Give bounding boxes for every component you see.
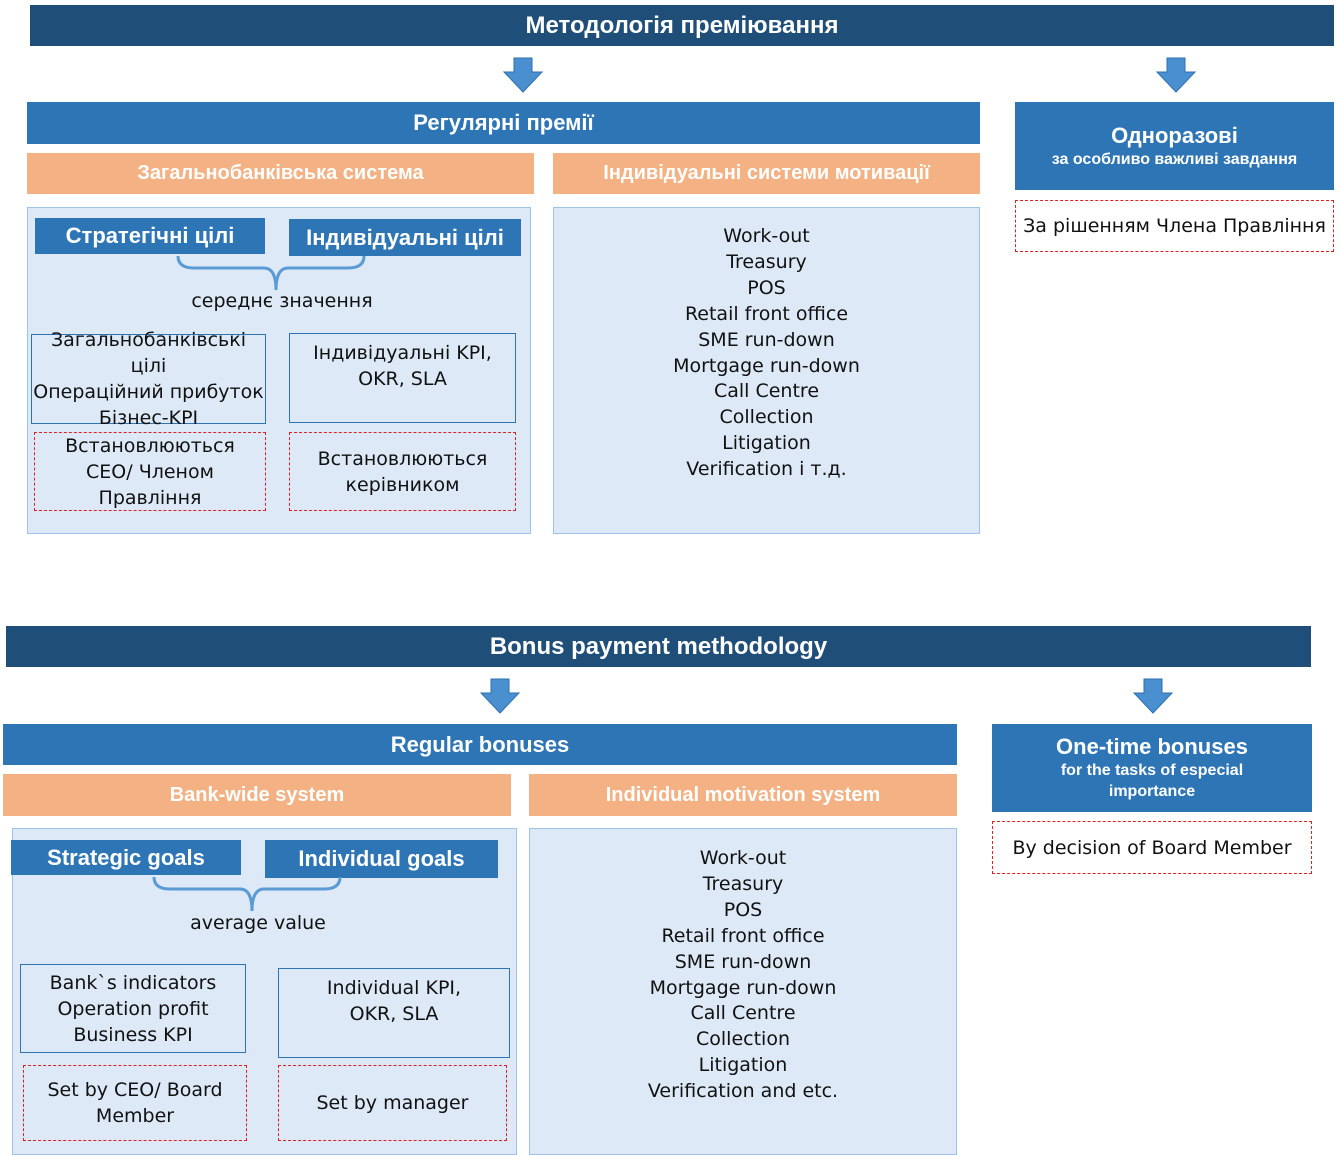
brace-icon (152, 875, 342, 915)
regular-bonuses-header: Regular bonuses (3, 724, 957, 765)
set-by-manager-box: Set by manager (278, 1065, 507, 1141)
average-label: average value (190, 912, 326, 934)
list-item: SME run-down (674, 950, 812, 973)
list-item: Collection (719, 406, 814, 429)
motivation-list (529, 846, 957, 1116)
list-item: Verification і т.д. (686, 458, 847, 481)
individual-system-header: Individual motivation system (529, 774, 957, 816)
bankwide-system-header: Bank-wide system (3, 774, 511, 816)
list-item: Retail front office (684, 302, 849, 325)
set-by-manager-box: Встановлюються керівником (289, 432, 516, 511)
onetime-bonuses-header (992, 724, 1312, 812)
individual-kpi-box: Individual KPI, OKR, SLA (278, 968, 510, 1058)
set-by-ceo-box: Set by CEO/ Board Member (23, 1065, 247, 1141)
decision-box: By decision of Board Member (992, 821, 1312, 874)
list-item: Collection (696, 1028, 790, 1051)
arrow-down-icon (1157, 58, 1195, 94)
arrow-down-icon (504, 58, 542, 94)
onetime-subtitle: for the tasks of especial (1060, 762, 1244, 779)
list-item: POS (747, 276, 786, 299)
list-item: Work-out (699, 847, 787, 869)
list-item: Mortgage run-down (649, 976, 837, 999)
list-item: Call Centre (690, 1002, 796, 1025)
arrow-down-icon (1134, 679, 1172, 715)
list-item: Litigation (698, 1054, 788, 1077)
bank-kpi-box: Bank`s indicators Operation profit Business KPI (20, 964, 246, 1053)
section-title: Bonus payment methodology (6, 626, 1311, 667)
list-item: Retail front office (661, 924, 825, 947)
regular-bonuses-header: Регулярні премії (27, 102, 980, 144)
average-label: середнє значення (191, 290, 373, 312)
bank-kpi-box: Загальнобанківські цілі Операційний прибуток Бізнес-KPI (31, 334, 266, 424)
strategic-goals-box: Strategic goals (11, 840, 241, 875)
list-item: SME run-down (698, 328, 835, 351)
list-item: Work-out (723, 225, 810, 247)
individual-goals-box: Індивідуальні цілі (289, 219, 521, 256)
section-title: Методологія преміювання (30, 5, 1334, 46)
list-item: Treasury (702, 872, 784, 895)
bankwide-system-header: Загальнобанківська система (27, 153, 534, 194)
individual-system-header: Індивідуальні системи мотивації (553, 153, 980, 194)
decision-box: За рішенням Члена Правління (1015, 200, 1334, 252)
list-item: Treasury (726, 250, 807, 273)
list-item: Verification and etc. (647, 1080, 839, 1103)
list-item: POS (723, 898, 763, 921)
list-item: Mortgage run-down (673, 354, 860, 377)
arrow-down-icon (481, 679, 519, 715)
individual-kpi-box: Індивідуальні KPI, OKR, SLA (289, 333, 516, 423)
brace-icon (176, 254, 366, 294)
onetime-subtitle: за особливо важливі завдання (1051, 150, 1298, 168)
motivation-list (553, 224, 980, 494)
list-item: Call Centre (713, 380, 820, 403)
onetime-subtitle: importance (1108, 783, 1196, 800)
onetime-title: One-time bonuses (1056, 734, 1248, 759)
list-item: Litigation (722, 432, 811, 455)
strategic-goals-box: Стратегічні цілі (35, 218, 265, 254)
onetime-bonuses-header (1015, 102, 1334, 190)
onetime-title: Одноразові (1111, 122, 1238, 148)
set-by-ceo-box: Встановлюються CEO/ Членом Правління (34, 432, 266, 511)
individual-goals-box: Individual goals (265, 840, 498, 878)
